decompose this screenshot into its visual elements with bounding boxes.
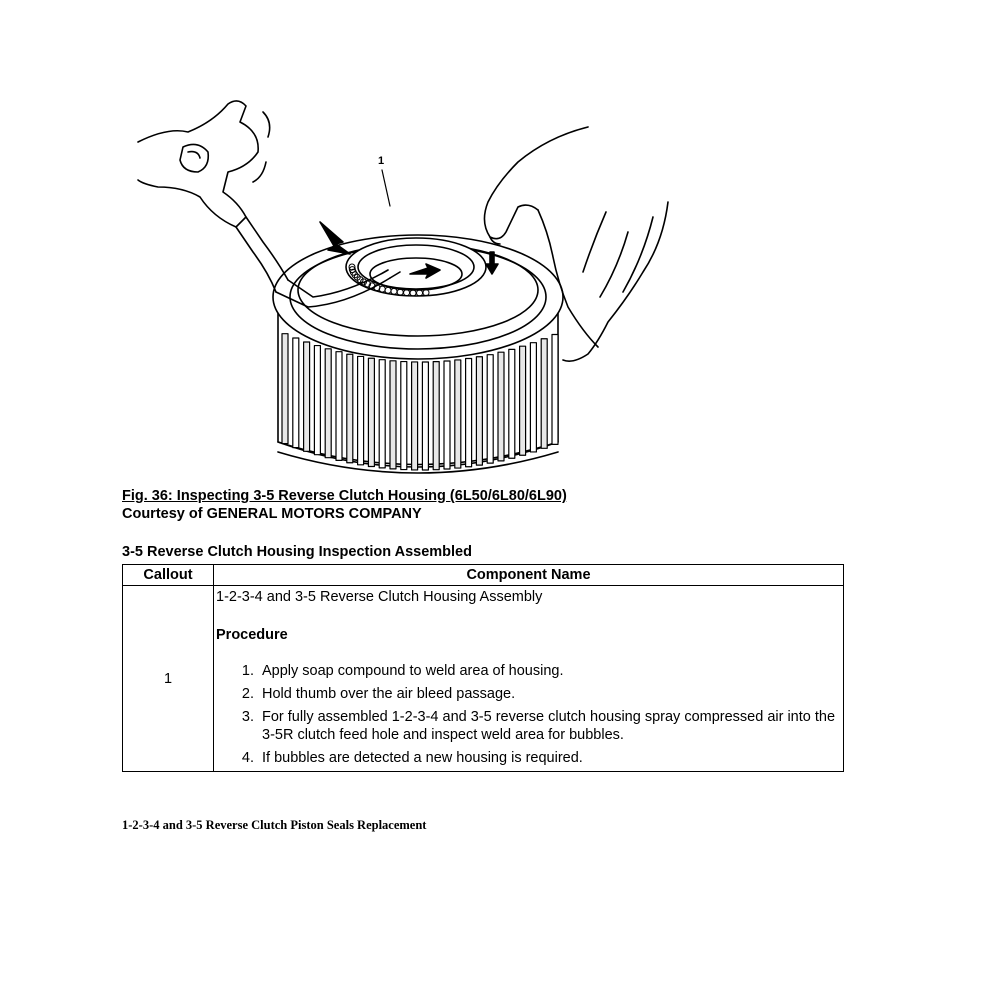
spline-tooth bbox=[444, 361, 450, 469]
spline-tooth bbox=[466, 359, 472, 467]
spline-tooth bbox=[520, 346, 526, 455]
callout-cell: 1 bbox=[123, 586, 214, 772]
procedure-step: 2. Hold thumb over the air bleed passage. bbox=[258, 685, 839, 703]
spline-tooth bbox=[498, 352, 504, 461]
procedure-step: 4. If bubbles are detected a new housing is required. bbox=[258, 749, 839, 767]
procedure-step: 1. Apply soap compound to weld area of housing. bbox=[258, 662, 839, 680]
table-row bbox=[123, 586, 844, 772]
spline-tooth bbox=[487, 355, 493, 463]
procedure-steps bbox=[216, 662, 839, 767]
next-section-heading: 1-2-3-4 and 3-5 Reverse Clutch Piston Seals Replacement bbox=[122, 818, 427, 832]
spline-tooth bbox=[368, 358, 374, 466]
figure-caption bbox=[122, 487, 567, 523]
spline-tooth bbox=[293, 338, 299, 448]
spline-tooth bbox=[422, 362, 428, 470]
spline-tooth bbox=[433, 362, 439, 470]
spline-tooth bbox=[509, 349, 515, 458]
spline-tooth bbox=[530, 343, 536, 452]
spline-tooth bbox=[476, 357, 482, 465]
spline-tooth bbox=[282, 334, 288, 444]
component-name-header: Component Name bbox=[214, 565, 844, 586]
spline-tooth bbox=[552, 335, 558, 445]
table-header-row bbox=[123, 565, 844, 586]
spline-tooth bbox=[455, 360, 461, 468]
figure-caption-courtesy: Courtesy of GENERAL MOTORS COMPANY bbox=[122, 506, 422, 522]
spline-tooth bbox=[347, 354, 353, 463]
spline-tooth bbox=[336, 352, 342, 461]
component-name: 1-2-3-4 and 3-5 Reverse Clutch Housing Assembly bbox=[216, 589, 543, 605]
spline-tooth bbox=[314, 346, 320, 455]
callout-header: Callout bbox=[123, 565, 214, 586]
spline-tooth bbox=[401, 362, 407, 470]
clutch-housing-illustration bbox=[128, 92, 698, 480]
spline-tooth bbox=[358, 356, 364, 464]
spline-tooth bbox=[325, 349, 331, 458]
procedure-step: 3. For fully assembled 1-2-3-4 and 3-5 reverse clutch housing spray compressed air into the 3-5R clutch feed hole and inspect weld area for bubbles. bbox=[258, 708, 839, 744]
component-cell bbox=[214, 586, 844, 772]
spline-tooth bbox=[379, 360, 385, 468]
spline-tooth bbox=[412, 362, 418, 470]
spline-tooth bbox=[541, 339, 547, 449]
figure-caption-title: Fig. 36: Inspecting 3-5 Reverse Clutch Housing (6L50/6L80/6L90) bbox=[122, 488, 567, 504]
figure-callout-1: 1 bbox=[378, 155, 385, 167]
spline-tooth bbox=[304, 342, 310, 451]
table-title: 3-5 Reverse Clutch Housing Inspection Assembled bbox=[122, 544, 472, 560]
spline-tooth bbox=[390, 361, 396, 469]
inspection-table bbox=[122, 564, 844, 772]
procedure-label: Procedure bbox=[216, 627, 288, 643]
